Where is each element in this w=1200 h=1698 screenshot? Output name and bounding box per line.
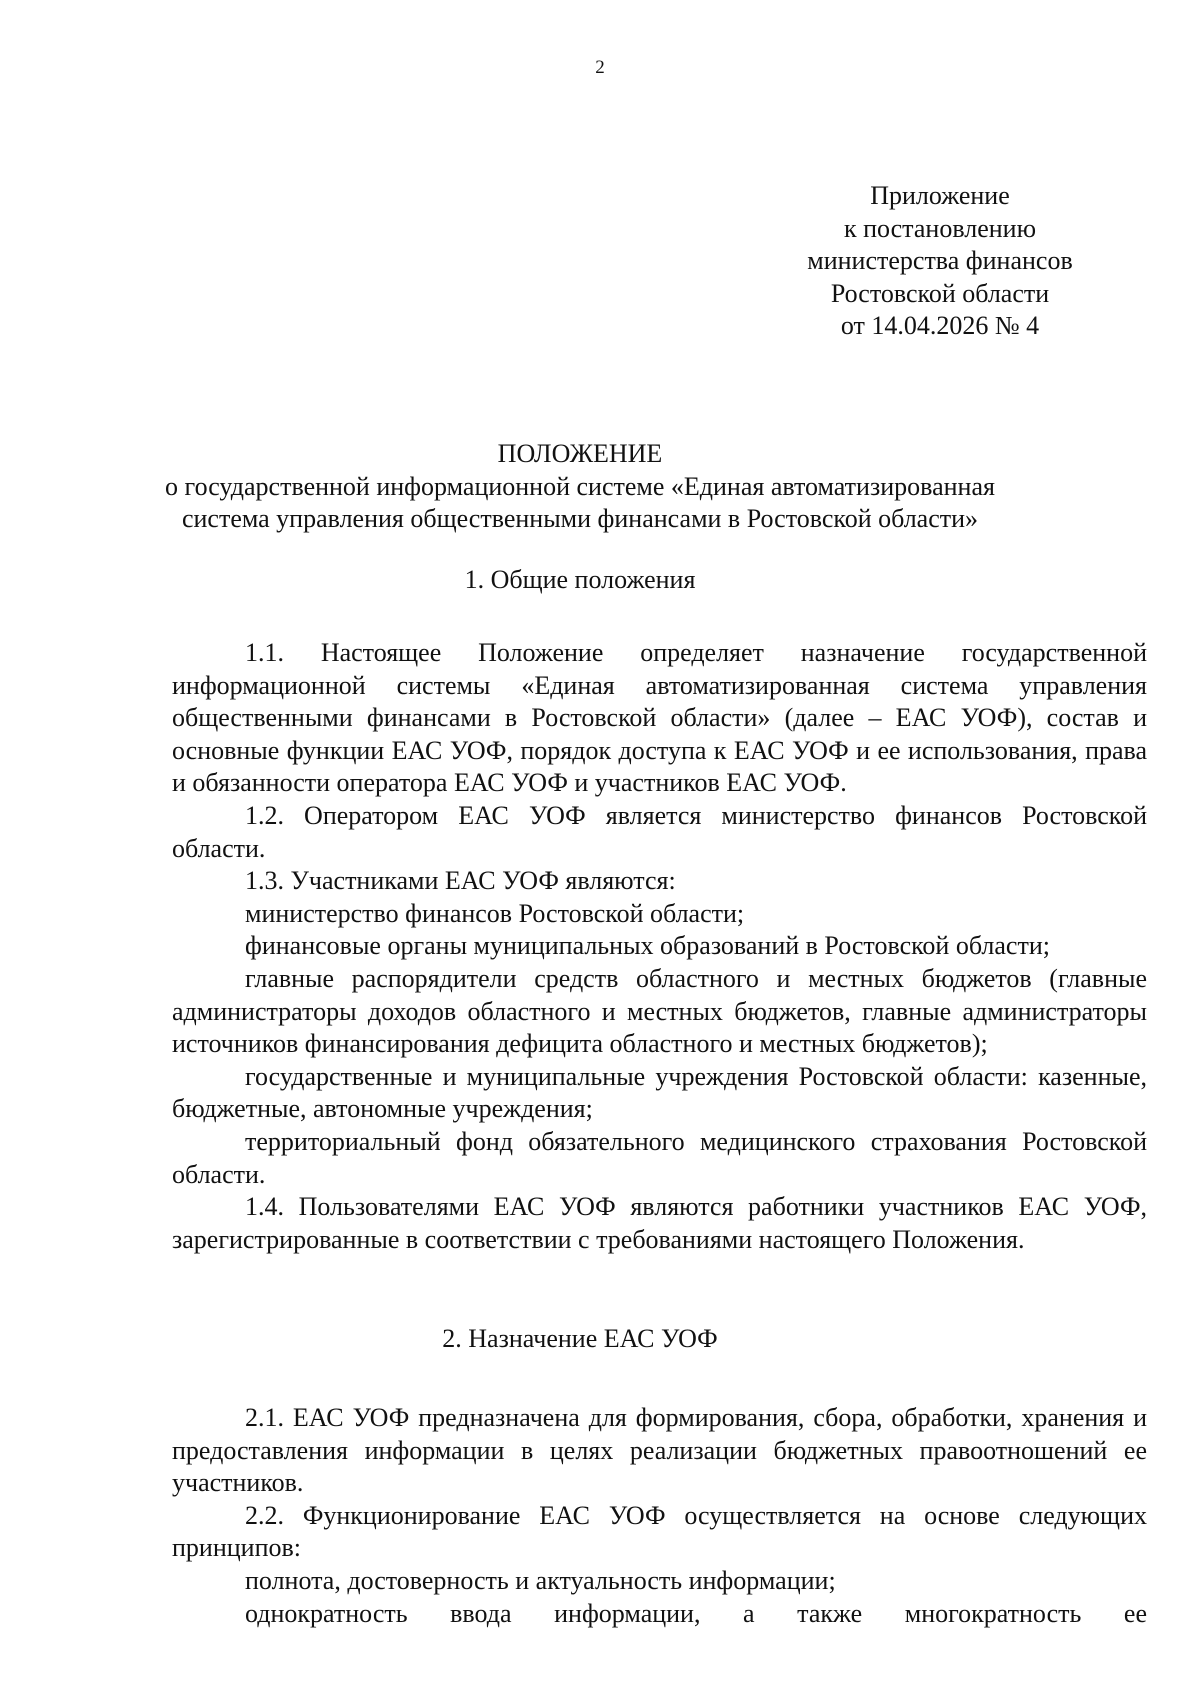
appendix-line: от 14.04.2026 № 4 <box>840 311 1040 340</box>
paragraph: государственные и муниципальные учреждения Ростовской области: казенные, бюджетные, автономные учреждения; <box>172 1061 1147 1124</box>
paragraph: однократность ввода информации, а также многократность ее <box>245 1598 1147 1628</box>
appendix-line: к постановлению <box>843 213 1037 243</box>
paragraph: 1.1. Настоящее Положение определяет назначение государственной информационной системы «Единая автоматизированная система управления общественными финансами в Ростовской области» (далее – ЕАС УОФ), состав и основные функции ЕАС УОФ, порядок доступа к ЕАС УОФ и ее использования, права и обязанности оператора ЕАС УОФ и участников ЕАС УОФ. <box>172 638 1147 798</box>
title-heading: ПОЛОЖЕНИЕ <box>497 439 663 468</box>
section-heading-purpose: 2. Назначение ЕАС УОФ <box>442 1324 718 1353</box>
appendix-line: Приложение <box>870 181 1010 210</box>
paragraph: 1.4. Пользователями ЕАС УОФ являются работники участников ЕАС УОФ, зарегистрированные в соответствии с требованиями настоящего Положения. <box>172 1192 1147 1254</box>
section-body-purpose <box>172 1402 1147 1630</box>
section-body-general <box>172 637 1147 1256</box>
title-subtitle-line: о государственной информационной системе «Единая автоматизированная <box>165 471 995 501</box>
page-number: 2 <box>595 57 605 78</box>
paragraph: 2.1. ЕАС УОФ предназначена для формирования, сбора, обработки, хранения и предоставления информации в целях реализации бюджетных правоотношений ее участников. <box>172 1403 1147 1498</box>
paragraph: полнота, достоверность и актуальность информации; <box>245 1565 836 1595</box>
paragraph: территориальный фонд обязательного медицинского страхования Ростовской области. <box>172 1126 1147 1189</box>
appendix-stamp <box>790 180 1090 343</box>
appendix-line: министерства финансов <box>807 246 1073 275</box>
paragraph: 1.2. Оператором ЕАС УОФ является министерство финансов Ростовской области. <box>172 800 1147 863</box>
paragraph: главные распорядители средств областного и местных бюджетов (главные администраторы доходов областного и местных бюджетов, главные администраторы источников финансирования дефицита областного и местных бюджетов); <box>172 963 1147 1059</box>
section-heading-general: 1. Общие положения <box>464 565 696 594</box>
paragraph: финансовые органы муниципальных образований в Ростовской области; <box>245 931 1050 961</box>
appendix-line: Ростовской области <box>830 278 1050 308</box>
paragraph: министерство финансов Ростовской области; <box>245 898 745 928</box>
paragraph: 2.2. Функционирование ЕАС УОФ осуществляется на основе следующих принципов: <box>172 1500 1147 1563</box>
paragraph: 1.3. Участниками ЕАС УОФ являются: <box>245 866 676 896</box>
title-subtitle-line: система управления общественными финансами в Ростовской области» <box>181 504 979 533</box>
document-title <box>150 438 1010 536</box>
